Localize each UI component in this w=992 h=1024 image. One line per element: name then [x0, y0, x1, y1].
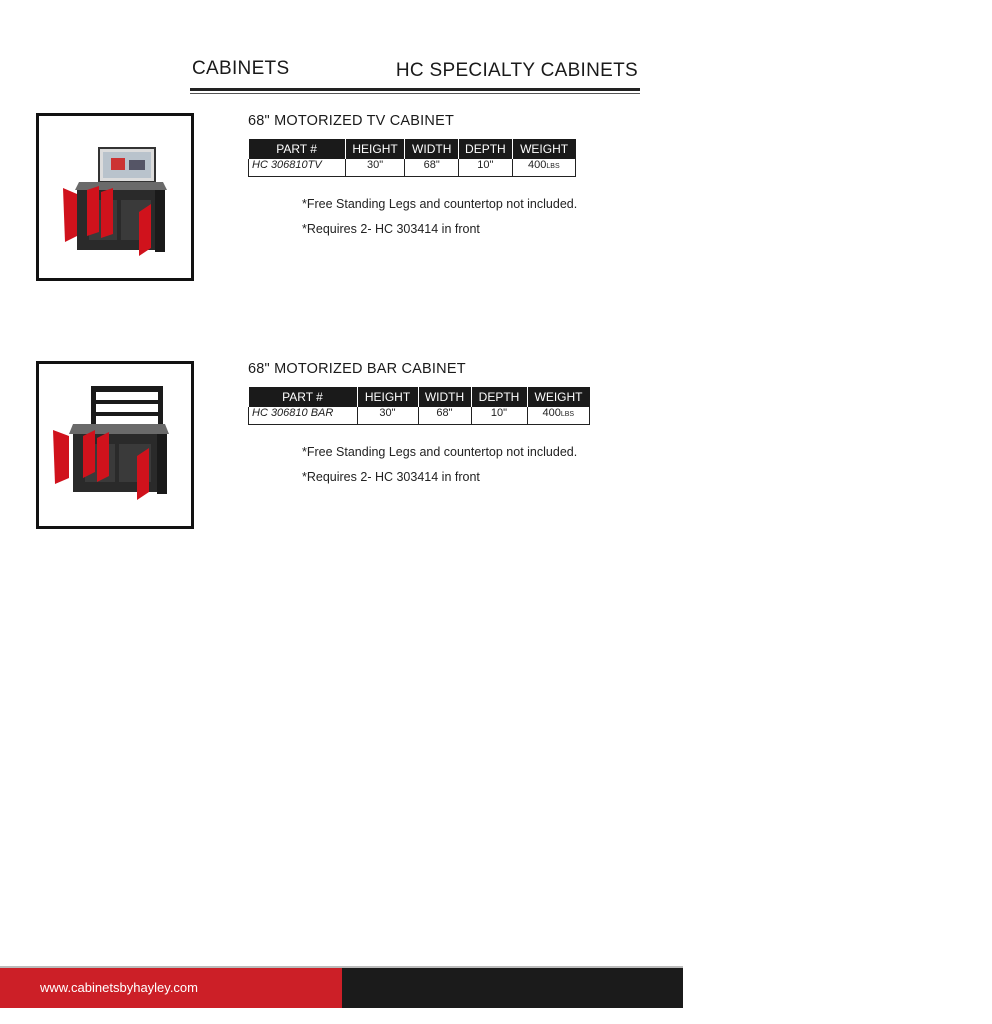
width-value: 68": [418, 407, 471, 425]
product-title: 68" MOTORIZED TV CABINET: [248, 113, 455, 129]
part-number: HC 306810TV: [249, 159, 346, 177]
table-row: [249, 407, 590, 425]
logo-by-text: BY: [892, 984, 907, 990]
col-height: HEIGHT: [357, 387, 418, 407]
spec-table: [248, 139, 576, 177]
note-requires: *Requires 2- HC 303414 in front: [302, 470, 480, 484]
width-value: 68": [405, 159, 459, 177]
note-legs: *Free Standing Legs and countertop not included.: [302, 445, 578, 459]
col-height: HEIGHT: [345, 139, 405, 159]
col-depth: DEPTH: [459, 139, 513, 159]
col-weight: WEIGHT: [527, 387, 590, 407]
weight-value: 400LBS: [527, 407, 590, 425]
note-legs: *Free Standing Legs and countertop not included.: [302, 197, 578, 211]
col-weight: WEIGHT: [512, 139, 575, 159]
section-title: CABINETS: [192, 58, 290, 79]
product-tv-cabinet: [0, 113, 683, 293]
hayley-logo: hayley: [905, 972, 992, 1002]
footer-dark-band: [342, 968, 992, 1008]
logo-cabinets-text: CABINETS: [838, 973, 897, 979]
col-depth: DEPTH: [471, 387, 527, 407]
product-title: 68" MOTORIZED BAR CABINET: [248, 361, 466, 377]
weight-value: 400LBS: [512, 159, 575, 177]
col-width: WIDTH: [418, 387, 471, 407]
header-rule-thin: [190, 93, 640, 94]
category-title: HC SPECIALTY CABINETS: [395, 60, 638, 81]
product-bar-cabinet: [0, 361, 683, 541]
footer: [0, 966, 992, 1008]
spec-table: [248, 387, 590, 425]
depth-value: 10": [471, 407, 527, 425]
part-number: HC 306810 BAR: [249, 407, 358, 425]
col-part: PART #: [249, 139, 346, 159]
col-width: WIDTH: [405, 139, 459, 159]
footer-red-band: [0, 968, 342, 1008]
bar-cabinet-image: [36, 361, 194, 529]
website-link[interactable]: www.cabinetsbyhayley.com: [40, 980, 198, 995]
page-number: 21: [694, 984, 708, 998]
table-row: [249, 159, 576, 177]
col-part: PART #: [249, 387, 358, 407]
height-value: 30": [345, 159, 405, 177]
depth-value: 10": [459, 159, 513, 177]
note-requires: *Requires 2- HC 303414 in front: [302, 222, 480, 236]
header-rule: [190, 88, 640, 91]
tv-cabinet-image: [36, 113, 194, 281]
height-value: 30": [357, 407, 418, 425]
